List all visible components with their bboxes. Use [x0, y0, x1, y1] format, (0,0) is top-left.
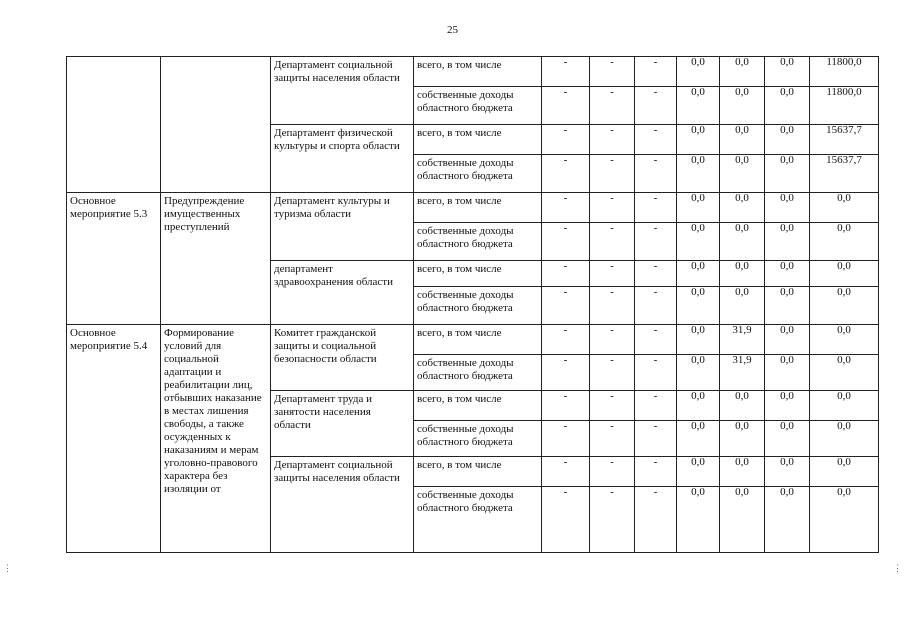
department-cell — [271, 325, 414, 391]
left-edge-mark: ⋮ — [3, 563, 12, 573]
value-cell — [677, 487, 720, 553]
value-cell — [635, 261, 677, 287]
value-cell — [720, 457, 765, 487]
funding-source-label: собственные доходы областного бюджета — [417, 423, 514, 448]
value-cell — [677, 421, 720, 457]
measure-description-cell — [161, 325, 271, 553]
value-cell — [720, 223, 765, 261]
value-cell — [810, 193, 879, 223]
value-cell — [720, 155, 765, 193]
value-text: 0,0 — [780, 286, 794, 298]
value-cell — [765, 355, 810, 391]
value-cell — [765, 287, 810, 325]
value-cell — [590, 325, 635, 355]
value-text: - — [653, 324, 658, 336]
value-cell — [542, 287, 590, 325]
value-text: 0,0 — [837, 420, 851, 432]
value-text: 0,0 — [691, 456, 705, 468]
value-text: - — [610, 124, 614, 136]
value-text: 0,0 — [691, 86, 705, 98]
value-text: 0,0 — [735, 456, 749, 468]
right-edge-mark: ⋮ — [893, 563, 902, 573]
department-name: Департамент труда и занятости населения области — [274, 393, 372, 431]
measure-description-cell — [161, 57, 271, 193]
value-text: 0,0 — [691, 420, 705, 432]
measure-cell — [67, 57, 161, 193]
measure-cell — [67, 193, 161, 325]
value-text: 0,0 — [691, 192, 705, 204]
funding-source-label: собственные доходы областного бюджета — [417, 89, 514, 114]
value-cell — [677, 57, 720, 87]
value-cell — [635, 155, 677, 193]
value-cell — [765, 487, 810, 553]
value-cell — [635, 193, 677, 223]
value-cell — [542, 155, 590, 193]
funding-source-label: собственные доходы областного бюджета — [417, 357, 514, 382]
value-cell — [677, 457, 720, 487]
value-text: 0,0 — [691, 154, 705, 166]
funding-source-label: собственные доходы областного бюджета — [417, 225, 514, 250]
value-text: 0,0 — [780, 420, 794, 432]
value-text: 0,0 — [780, 222, 794, 234]
value-text: 0,0 — [780, 390, 794, 402]
funding-source-label: собственные доходы областного бюджета — [417, 489, 514, 514]
value-cell — [635, 421, 677, 457]
funding-source-cell — [414, 355, 542, 391]
value-text: 0,0 — [837, 354, 851, 366]
value-cell — [720, 421, 765, 457]
value-cell — [590, 487, 635, 553]
value-text: 0,0 — [691, 222, 705, 234]
value-text: 0,0 — [837, 192, 851, 204]
value-cell — [635, 57, 677, 87]
funding-source-cell — [414, 487, 542, 553]
funding-source-cell — [414, 457, 542, 487]
value-text: - — [563, 390, 568, 402]
value-text: 0,0 — [837, 456, 851, 468]
value-text: 0,0 — [780, 154, 794, 166]
value-cell — [765, 57, 810, 87]
value-cell — [677, 325, 720, 355]
value-cell — [635, 391, 677, 421]
value-text: - — [610, 420, 614, 432]
department-cell — [271, 125, 414, 193]
value-text: 0,0 — [691, 124, 705, 136]
value-text: 0,0 — [691, 486, 705, 498]
value-text: - — [610, 286, 614, 298]
value-cell — [765, 325, 810, 355]
value-cell — [765, 421, 810, 457]
value-text: - — [610, 456, 614, 468]
value-text: - — [653, 354, 658, 366]
table-row — [67, 325, 879, 355]
department-name: Департамент социальной защиты населения области — [274, 459, 400, 484]
value-text: - — [563, 56, 568, 68]
page-number: 25 — [447, 24, 458, 36]
funding-source-cell — [414, 57, 542, 87]
value-cell — [720, 287, 765, 325]
value-text: - — [563, 154, 568, 166]
value-text: 15637,7 — [826, 124, 862, 136]
value-cell — [677, 355, 720, 391]
value-text: 0,0 — [780, 192, 794, 204]
department-name: Комитет гражданской защиты и социальной безопасности области — [274, 327, 377, 365]
value-text: - — [563, 192, 568, 204]
funding-source-cell — [414, 261, 542, 287]
value-text: 31,9 — [732, 354, 752, 366]
value-cell — [677, 287, 720, 325]
value-text: - — [653, 260, 658, 272]
value-cell — [590, 223, 635, 261]
value-cell — [677, 391, 720, 421]
value-cell — [635, 87, 677, 125]
funding-source-cell — [414, 193, 542, 223]
value-text: - — [610, 486, 614, 498]
value-text: 0,0 — [837, 286, 851, 298]
value-cell — [765, 261, 810, 287]
value-text: - — [563, 486, 568, 498]
funding-source-label: собственные доходы областного бюджета — [417, 157, 514, 182]
value-cell — [590, 261, 635, 287]
value-cell — [590, 193, 635, 223]
value-cell — [542, 193, 590, 223]
value-text: - — [653, 192, 658, 204]
funding-source-cell — [414, 287, 542, 325]
department-name: Департамент социальной защиты населения области — [274, 59, 400, 84]
value-text: - — [563, 260, 568, 272]
value-cell — [542, 87, 590, 125]
value-text: 0,0 — [735, 154, 749, 166]
value-cell — [720, 391, 765, 421]
value-cell — [635, 487, 677, 553]
funding-source-label: всего, в том числе — [417, 195, 502, 207]
value-text: 31,9 — [732, 324, 752, 336]
value-cell — [810, 355, 879, 391]
value-cell — [810, 223, 879, 261]
value-text: - — [653, 486, 658, 498]
value-cell — [810, 87, 879, 125]
value-cell — [765, 457, 810, 487]
value-cell — [765, 391, 810, 421]
value-text: 0,0 — [735, 486, 749, 498]
funding-source-cell — [414, 155, 542, 193]
value-cell — [720, 261, 765, 287]
value-text: - — [610, 390, 614, 402]
value-cell — [720, 487, 765, 553]
value-text: 0,0 — [837, 390, 851, 402]
value-text: - — [563, 286, 568, 298]
measure-cell — [67, 325, 161, 553]
value-text: 0,0 — [837, 260, 851, 272]
value-cell — [720, 355, 765, 391]
value-text: - — [563, 124, 568, 136]
value-text: 0,0 — [735, 260, 749, 272]
table-row — [67, 193, 879, 223]
value-cell — [765, 193, 810, 223]
value-cell — [590, 125, 635, 155]
value-text: - — [563, 420, 568, 432]
funding-source-cell — [414, 391, 542, 421]
funding-source-label: всего, в том числе — [417, 263, 502, 275]
value-cell — [590, 457, 635, 487]
funding-source-label: собственные доходы областного бюджета — [417, 289, 514, 314]
value-cell — [542, 391, 590, 421]
value-text: - — [610, 222, 614, 234]
value-text: - — [653, 390, 658, 402]
value-cell — [677, 125, 720, 155]
value-cell — [720, 193, 765, 223]
value-text: - — [653, 124, 658, 136]
value-text: 0,0 — [691, 354, 705, 366]
value-text: 0,0 — [735, 192, 749, 204]
funding-source-label: всего, в том числе — [417, 327, 502, 339]
value-text: 0,0 — [780, 456, 794, 468]
department-cell — [271, 457, 414, 553]
value-text: - — [653, 86, 658, 98]
value-text: - — [610, 86, 614, 98]
value-text: 0,0 — [735, 286, 749, 298]
department-cell — [271, 391, 414, 457]
value-cell — [720, 87, 765, 125]
value-text: 0,0 — [735, 390, 749, 402]
value-text: - — [653, 456, 658, 468]
value-text: 15637,7 — [826, 154, 862, 166]
value-text: - — [610, 192, 614, 204]
value-cell — [677, 223, 720, 261]
value-cell — [542, 223, 590, 261]
value-cell — [810, 325, 879, 355]
value-text: 0,0 — [735, 56, 749, 68]
funding-source-cell — [414, 421, 542, 457]
value-text: 0,0 — [735, 86, 749, 98]
funding-source-cell — [414, 87, 542, 125]
value-text: - — [653, 420, 658, 432]
value-cell — [810, 125, 879, 155]
value-cell — [542, 261, 590, 287]
value-cell — [677, 193, 720, 223]
value-cell — [765, 155, 810, 193]
value-text: 0,0 — [780, 486, 794, 498]
value-text: 0,0 — [691, 56, 705, 68]
value-cell — [590, 57, 635, 87]
value-text: - — [653, 286, 658, 298]
value-text: 11800,0 — [826, 86, 862, 98]
value-text: - — [610, 56, 614, 68]
department-name: Департамент физической культуры и спорта области — [274, 127, 400, 152]
value-cell — [765, 223, 810, 261]
value-cell — [810, 57, 879, 87]
measure-description-cell — [161, 193, 271, 325]
value-text: 0,0 — [735, 124, 749, 136]
value-text: 0,0 — [735, 420, 749, 432]
measure-description: Формирование условий для социальной адаптации и реабилитации лиц, отбывших наказание в местах лишения свободы, а также осужденных к наказаниям и мерам уголовно-правового характера без изоляции от — [164, 327, 262, 495]
value-text: - — [563, 324, 568, 336]
value-cell — [590, 155, 635, 193]
value-text: 0,0 — [780, 324, 794, 336]
value-cell — [590, 87, 635, 125]
measure-title: Основное мероприятие 5.3 — [70, 195, 148, 220]
value-text: - — [653, 56, 658, 68]
value-cell — [635, 457, 677, 487]
value-text: - — [563, 456, 568, 468]
value-cell — [720, 325, 765, 355]
value-text: 0,0 — [780, 260, 794, 272]
funding-source-label: всего, в том числе — [417, 393, 502, 405]
value-text: 11800,0 — [826, 56, 862, 68]
funding-source-label: всего, в том числе — [417, 127, 502, 139]
value-cell — [635, 223, 677, 261]
value-cell — [720, 125, 765, 155]
value-text: - — [610, 154, 614, 166]
value-text: 0,0 — [780, 124, 794, 136]
value-text: 0,0 — [691, 324, 705, 336]
value-cell — [542, 487, 590, 553]
value-cell — [810, 421, 879, 457]
department-name: департамент здравоохранения области — [274, 263, 393, 288]
value-cell — [810, 287, 879, 325]
value-text: 0,0 — [691, 260, 705, 272]
table-row — [67, 57, 879, 87]
value-text: - — [563, 354, 568, 366]
value-text: 0,0 — [837, 486, 851, 498]
value-text: 0,0 — [780, 86, 794, 98]
measure-description: Предупреждение имущественных преступлений — [164, 195, 245, 233]
value-cell — [810, 487, 879, 553]
department-cell — [271, 57, 414, 125]
value-cell — [590, 391, 635, 421]
value-cell — [677, 261, 720, 287]
value-text: 0,0 — [837, 324, 851, 336]
value-cell — [635, 287, 677, 325]
value-text: 0,0 — [837, 222, 851, 234]
value-cell — [810, 391, 879, 421]
department-cell — [271, 261, 414, 325]
value-cell — [765, 87, 810, 125]
funding-source-label: всего, в том числе — [417, 59, 502, 71]
value-cell — [542, 457, 590, 487]
value-cell — [635, 125, 677, 155]
value-cell — [765, 125, 810, 155]
value-cell — [810, 155, 879, 193]
value-cell — [590, 355, 635, 391]
value-text: 0,0 — [780, 354, 794, 366]
funding-source-cell — [414, 325, 542, 355]
value-cell — [590, 287, 635, 325]
measure-title: Основное мероприятие 5.4 — [70, 327, 148, 352]
value-text: - — [610, 354, 614, 366]
budget-table — [66, 56, 879, 553]
value-text: 0,0 — [691, 286, 705, 298]
value-cell — [542, 57, 590, 87]
value-cell — [542, 325, 590, 355]
value-cell — [542, 125, 590, 155]
value-cell — [677, 87, 720, 125]
value-cell — [720, 57, 765, 87]
department-cell — [271, 193, 414, 261]
value-text: 0,0 — [691, 390, 705, 402]
value-cell — [590, 421, 635, 457]
funding-source-label: всего, в том числе — [417, 459, 502, 471]
value-cell — [810, 261, 879, 287]
value-cell — [542, 421, 590, 457]
department-name: Департамент культуры и туризма области — [274, 195, 390, 220]
value-text: - — [563, 86, 568, 98]
value-text: - — [653, 222, 658, 234]
value-text: - — [610, 324, 614, 336]
value-text: 0,0 — [735, 222, 749, 234]
funding-source-cell — [414, 125, 542, 155]
funding-source-cell — [414, 223, 542, 261]
value-cell — [635, 355, 677, 391]
value-cell — [677, 155, 720, 193]
value-text: - — [563, 222, 568, 234]
value-cell — [810, 457, 879, 487]
value-cell — [635, 325, 677, 355]
value-cell — [542, 355, 590, 391]
value-text: 0,0 — [780, 56, 794, 68]
value-text: - — [653, 154, 658, 166]
value-text: - — [610, 260, 614, 272]
